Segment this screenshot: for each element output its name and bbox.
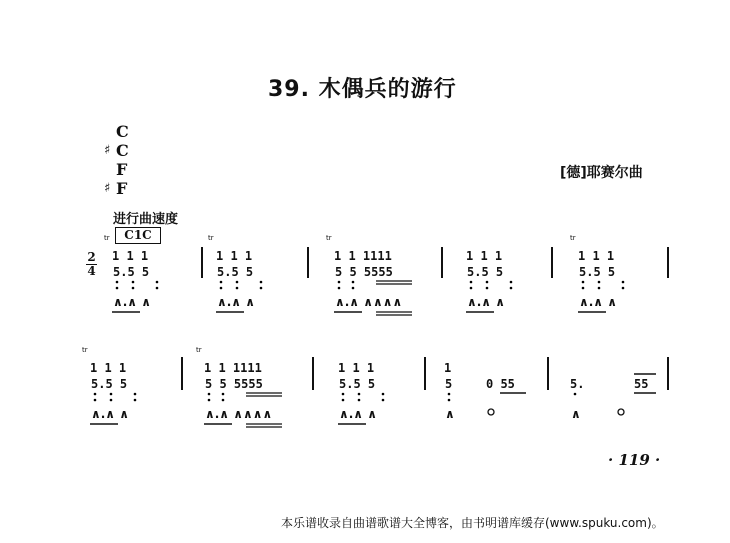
boxed-label: C1C [115, 227, 161, 244]
svg-text:0 55: 0 55 [486, 377, 515, 391]
ornament-mark: tr [326, 234, 332, 242]
svg-text:1 1 1: 1 1 1 [466, 249, 503, 263]
svg-text:5.5 5: 5.5 5 [217, 265, 254, 279]
measure-6 [82, 346, 136, 424]
svg-text:5 5 5555: 5 5 5555 [205, 377, 263, 391]
svg-text:1: 1 [444, 361, 452, 375]
svg-text:∧.∧ ∧: ∧.∧ ∧ [467, 295, 505, 309]
svg-text:5.: 5. [570, 377, 585, 391]
key-letter-3: F [116, 160, 128, 179]
svg-text:1 1 1111: 1 1 1111 [334, 249, 392, 263]
measure-1 [104, 234, 158, 312]
measure-4 [466, 249, 512, 312]
piece-title: 39. 木偶兵的游行 [268, 77, 457, 102]
measure-2 [208, 234, 262, 312]
key-letter-2: C [116, 141, 129, 160]
svg-text:1 1 1: 1 1 1 [216, 249, 253, 263]
svg-text:1 1 1: 1 1 1 [578, 249, 615, 263]
svg-text:5.5 5: 5.5 5 [579, 265, 616, 279]
svg-text:1 1 1: 1 1 1 [90, 361, 127, 375]
svg-text:∧: ∧ [445, 407, 455, 421]
svg-text:∧.∧ ∧∧∧∧: ∧.∧ ∧∧∧∧ [335, 295, 403, 309]
svg-text:5.5 5: 5.5 5 [113, 265, 150, 279]
measure-10 [570, 374, 656, 421]
tempo-marking: 进行曲速度 [113, 212, 179, 227]
measure-9 [444, 361, 526, 421]
key-sharp-2: ♯ [104, 143, 111, 158]
time-signature-bottom: 4 [87, 264, 96, 278]
svg-text:1 1 1: 1 1 1 [338, 361, 375, 375]
key-letter-1: C [116, 122, 129, 141]
source-footer: 本乐谱收录自曲谱歌谱大全博客，由书明谱库缓存(www.spuku.com)。 [281, 516, 664, 530]
key-letter-4: F [116, 179, 128, 198]
measure-3 [326, 234, 412, 315]
svg-text:∧.∧ ∧: ∧.∧ ∧ [113, 295, 151, 309]
svg-text:∧.∧ ∧: ∧.∧ ∧ [91, 407, 129, 421]
svg-text:∧.∧ ∧: ∧.∧ ∧ [579, 295, 617, 309]
svg-text:∧.∧ ∧∧∧∧: ∧.∧ ∧∧∧∧ [205, 407, 273, 421]
time-signature-top: 2 [87, 250, 96, 264]
svg-text:1 1 1111: 1 1 1111 [204, 361, 262, 375]
ornament-mark: tr [570, 234, 576, 242]
key-sharp-4: ♯ [104, 181, 111, 196]
svg-text:∧.∧ ∧: ∧.∧ ∧ [217, 295, 255, 309]
svg-text:5.5 5: 5.5 5 [91, 377, 128, 391]
svg-text:5.5 5: 5.5 5 [339, 377, 376, 391]
svg-text:∧: ∧ [571, 407, 581, 421]
svg-text:5.5 5: 5.5 5 [467, 265, 504, 279]
measure-8 [338, 361, 384, 424]
svg-text:5: 5 [445, 377, 453, 391]
ornament-mark: tr [82, 346, 88, 354]
ornament-mark: tr [104, 234, 110, 242]
svg-text:5 5 5555: 5 5 5555 [335, 265, 393, 279]
ornament-mark: tr [196, 346, 202, 354]
ornament-mark: tr [208, 234, 214, 242]
svg-text:1 1 1: 1 1 1 [112, 249, 149, 263]
svg-text:55: 55 [634, 377, 649, 391]
page-number: · 119 · [608, 451, 661, 469]
measure-7 [196, 346, 282, 427]
svg-text:∧.∧ ∧: ∧.∧ ∧ [339, 407, 377, 421]
measure-5 [570, 234, 624, 312]
composer-credit: [德]耶赛尔曲 [560, 165, 643, 181]
